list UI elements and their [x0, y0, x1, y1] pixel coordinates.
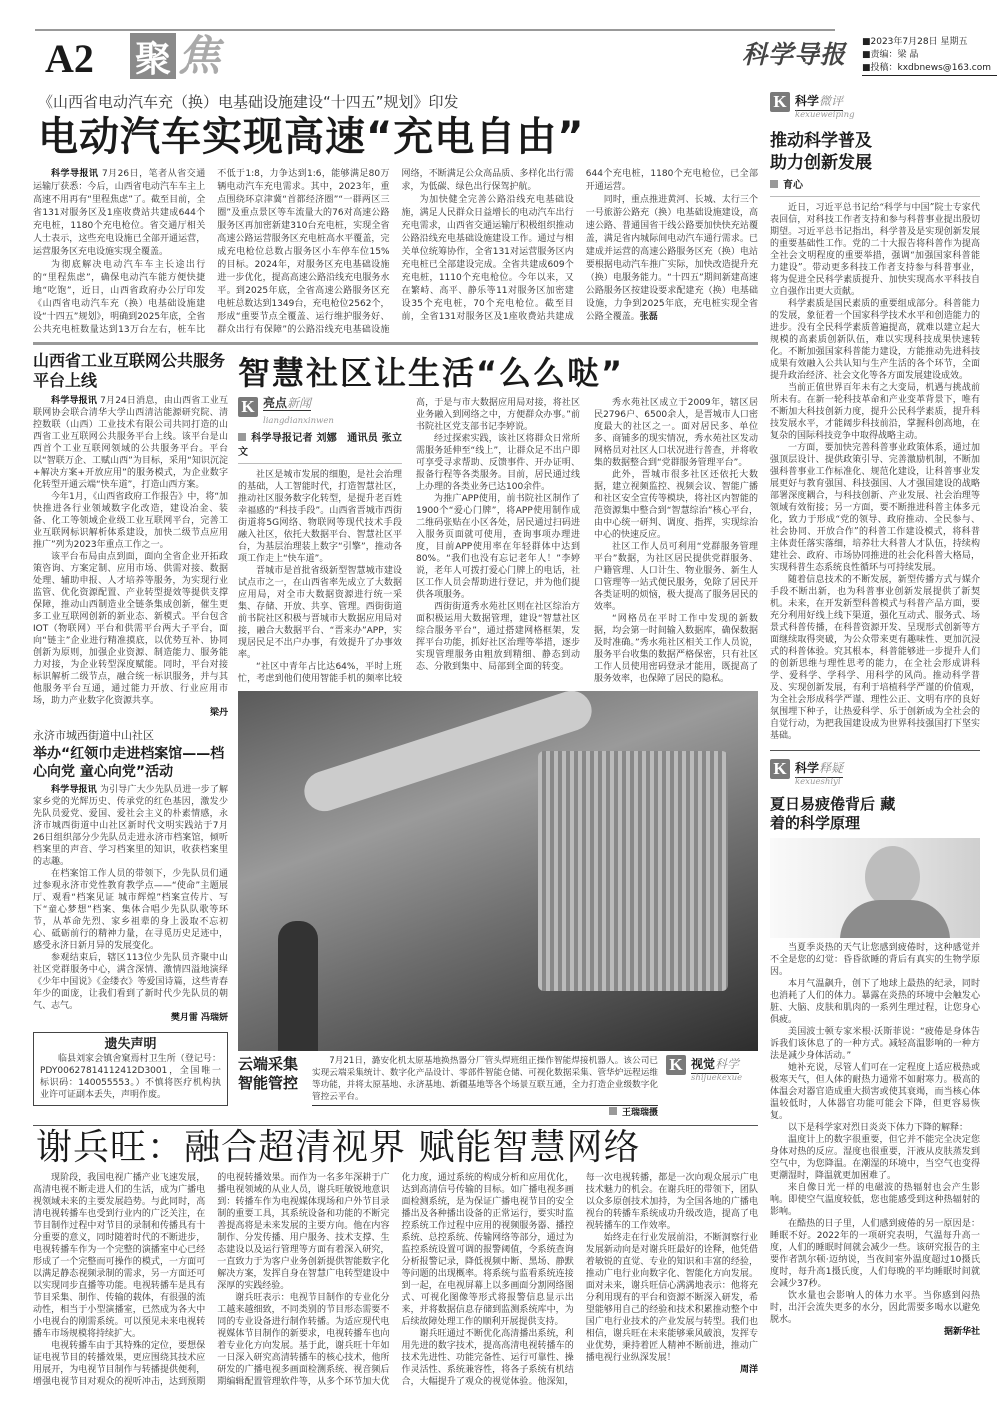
community-headline: 智慧社区让生活“么么哒” — [238, 354, 625, 392]
paragraph: 来自像日光一样的电磁波的热辐射也会产生影响。即使空气温度较低，您也能感受到这种热辐射的影响。 — [770, 1183, 980, 1217]
author: 张磊 — [639, 312, 658, 322]
section-divider — [33, 342, 758, 345]
column-pinyin: liangdianxinwen — [263, 416, 334, 426]
paragraph: 谢兵旺表示：电视节目制作的专业化分工越来越细致，不同类别的节目形态需要不同的专业设备进行制作转播。为适应现代电视媒体节目制作的新要求，电视转播车也向着专业化方向发展。基于此，谢兵旺十年如一日深入研究高清转播车的核心技术，他所研发的广播电视多画面检测系统、视音频后期编辑配置管理软件等，从多个环节加大优化力度，通过系统的构成分析和应用优化，达到高清信号传输的目标。如广播电视多画面检测系统，是为保证广播电视节目的安全播出及各种播出设备的正常运行，要实时监控系统工作过程中应用的视频服务器、播控系统、总控系统、传输网络等部分，通过为监控系统设置可调的报警阈值，令系统查询分析报警记录，降低视频中断、黑场、静默等问题的出现概率。将系统与监看系统连接到一起，在电视屏幕上以多画面分割网络图式、可视化图像等形式将报警信息显示出来，并将数据信息存储到监测系统库中，为后续故障处理工作的顺利开展提供支持。 — [217, 1173, 574, 1387]
page-layout — [33, 92, 980, 1388]
column-label: 视觉 — [691, 1057, 716, 1071]
column-logo-liangdian — [238, 397, 402, 464]
editor: ■责编：梁 晶 — [862, 50, 919, 60]
paragraph-text: 同时，重点推进黄河、长城、太行三个一号旅游公路充（换）电基础设施建设，高速公路、普通国省干线公路要加快快充站覆盖，满足省内城际间电动汽车通行需求。已建成并运营的高速公路服务区充（换）电站要根据电动汽车推广实际，加快改造提升充（换）电服务能力。“十四五”期间新建高速公路服务区按建设要求配建充（换）电基础设施，力争到2025年底，充电桩实现全省公路全覆盖。 — [585, 195, 758, 322]
paragraph: 该平台布局由点到面，面向全省企业开拓政策咨询、方案定制、应用市场、供需对接、数据处理、辅助申报、人才培养等服务，为实现行业监管、优化资源配置、产业转型提效等提供支撑保障，推动山西制造业全链条集成创新，催生更多工业互联网创新的新业态、新模式。平台包含IOT（物联网）平台和供需平台两大子平台，面向“链主”企业进行精准摸底，以优势互补、协同创新为原则，加强企业资源、制造能力、服务能力对接，为企业转型深度赋能。同时，平台对接标识解析二级节点，融合统一标识服务，并与其他服务平台互通，通过能力开放、行业应用市场，助力产业数字化资源共享。 — [33, 552, 228, 706]
page-number: A2 — [45, 36, 94, 81]
byline — [770, 179, 980, 197]
column-label-art: 科学 — [715, 1057, 740, 1071]
paragraph-text: 为引导广大少先队员进一步了解家乡党的光辉历史、传承党的红色基因，激发少先队员爱党、爱国、爱社会主义的朴素情感，永济市城西街道中山社区新时代文明实践站于7月26日组织部分少先队员走进永济市档案馆，倾听档案里的声音、学习档案里的知识，收获档案里的志趣。 — [33, 785, 228, 867]
paragraph: 始终走在行业发展前沿，不断洞察行业发展新动向是对谢兵旺最好的诠释，他凭借着敏锐的直觉、专业的知识和丰富的经验，推动广电行业向数字化、智能化方向发展。面对未来，谢兵旺信心满满地表示：他将充分利用现有的平台和资源不断深入研发，希望能够用自己的经验和技术积累推动整个中国广电行业技术的产业发展与转型。我们也相信，谢兵旺在未来能够乘风破浪，发挥专业优势，秉持着匠人精神不断前进，推动广播电视行业纵深发展！ — [585, 1233, 758, 1363]
paragraph: 电视转播车由于其特殊的定位，要想保证电视节目的转播效果，更应围绕其技术应用展开，为电视节目制作与转播提供便利，增强电视节目对观众的视听冲击，达到预期的电视转播效果。而作为一名多年深耕于广播电视领域的从业人员，谢兵旺敏锐地意识到：转播车作为电视媒体现场和户外节目录制的重要工具，其系统设备和功能的不断完善提高将是未来发展的主要方向。他在内容制作、分发传播、用户服务、技术支撑、生态建设以及运行管理等方面有着深入研究，一直致力于为客户业务创新提供智能数字化解决方案，发挥自身在智慧广电转型建设中深厚的实践经验。 — [33, 1173, 390, 1387]
dateline: 科学导报讯 — [51, 785, 97, 795]
k-logo-icon: K — [238, 397, 258, 417]
column-pinyin: kexueweiping — [795, 110, 855, 120]
yongji-article — [33, 729, 228, 1024]
commentary-article — [770, 92, 980, 742]
section-logo-char-a: 聚 — [130, 33, 176, 79]
paragraph: 西街街道秀水苑社区则在社区综治方面积极运用大数据管理，建设“智慧社区综合服务平台”，通过搭建网格框架，发挥平台功能，抓好社区治理等举措，逐步实现管理服务由粗放到精细、静态到动态、分散到集中、局部到全面的转变。 — [416, 602, 580, 672]
profile-body — [33, 1172, 758, 1388]
right-column — [770, 92, 980, 1388]
caption-block — [312, 1055, 658, 1119]
left-column — [33, 351, 228, 1119]
right-divider — [770, 750, 980, 751]
paragraph: 近日，习近平总书记给“科学与中国”院士专家代表回信，对科技工作者支持和参与科普事业提出殷切期望。习近平总书记指出，科学普及是实现创新发展的重要基础性工作。党的二十大报告将科普作为提高全社会文明程度的重要举措，强调“加强国家科普能力建设”。带动更多科技工作者支持参与科普事业，将为促进全民科学素质提升、加快实现高水平科技自立自强作出更大贡献。 — [770, 203, 980, 297]
author: 周洋 — [739, 1365, 758, 1375]
column-name — [795, 759, 843, 778]
square-bullet-icon — [609, 1107, 617, 1115]
author: 梁丹 — [209, 708, 228, 718]
lead-headline: 电动汽车实现高速“充电自由” — [38, 114, 585, 160]
paragraph: 社区工作人员可利用“党群服务管理平台”数据，为社区居民提供党群服务、户籍管理、人口计生、物业服务、新生人口管理等一站式便民服务，免除了居民开各类证明的烦恼，极大提高了服务居民的效率。 — [594, 542, 758, 612]
explainer-title: 夏日易疲倦背后 藏着的科学原理 — [770, 795, 896, 832]
heat-exchanger — [538, 751, 728, 991]
paragraph: 温度计上的数字很重要，但它并不能完全决定您身体对热的反应。湿度也很重要，汗液从皮肤蒸发到空气中，为您降温。在潮湿的环境中，当空气也变得更潮湿时，降温就更加困难了。 — [770, 1135, 980, 1181]
head-shape — [865, 846, 920, 908]
column-label: 亮点 — [263, 396, 288, 410]
main-area — [33, 92, 758, 1388]
body-shape — [840, 900, 950, 938]
paragraph: 晋城市是首批省级新型智慧城市建设试点市之一，在山西省率先成立了大数据应用局，对全市大数据资源进行统一采集、存储、开放、共享、管理。西街街道前书院社区积极与晋城市大数据应用局对接，融合大数据平台、“晋来办”APP，实现居民足不出户办事，有效提升了办事效率。 — [238, 566, 402, 660]
column-label-art: 新闻 — [287, 396, 312, 410]
paragraph: 在档案馆工作人员的带领下，少先队员们通过参观永济市党性教育教学点——“使命”主题展厅、观看“档案见证 城市辉煌”档案宣传片、写下“童心梦想”档案、集体合唱少先队队歌等环节，从革命先烈、家乡祖辈的身上汲取不忘初心、砥砺前行的精神力量，在寻觅历史足迹中，感受永济日新月异的发展变化。 — [33, 869, 228, 951]
paragraph — [586, 194, 758, 324]
paragraph: 科学素质是国民素质的重要组成部分。科普能力的发展，象征着一个国家科学技术水平和创造能力的进步。没有全民科学素质普遍提高，就难以建立起大规模的高素质创新队伍，难以实现科技成果快速转化。不断加强国家科普能力建设，方能推动先进科技成果有效融入公共认知与生产生活的各个环节，全面提升政治经济、社会文化等各方面发展建设成效。 — [770, 299, 980, 381]
paragraph: 她补充说，尽管人们可在一定程度上适应极热或极寒天气，但人体的耐热力通常不如耐寒力。极高的体温会对器官造成重大损害或使其衰竭，而当核心体温较低时，人体器官功能可能会下降，但更容易恢复。 — [770, 1063, 980, 1121]
commentary-title: 推动科学普及 助力创新发展 — [770, 131, 872, 173]
paragraph: 一方面，要加快完善科普事业政策体系，通过加强顶层设计、提供政策引导、完善激励机制，不断加强科普事业工作标准化、规范化建设，让科普事业发展更好与教育强国、科技强国、人才强国建设的战略部署深度耦合，与科技创新、产业发展、社会治理等领域有效衔接；另一方面，要不断推进科普主体多元化，致力于形成“党的领导、政府推动、全民参与、社会协同、开放合作”的科普工作建设模式，将科普主体责任落实落细，培养壮大科普人才队伍，持续构建社会、政府、市场协同推进的社会化科普大格局，实现科普生态系统良性循环与可持续发展。 — [770, 443, 980, 573]
column-label-art: 微评 — [819, 94, 844, 108]
robot-welding-photo — [238, 691, 758, 1051]
submission-email[interactable]: ■投稿：kxdbnews@163.com — [862, 62, 997, 76]
paragraph: 今年1月，《山西省政府工作报告》中，将“加快推进各行业领域数字化改造，建设冶金、装备、化工等领域企业级工业互联网平台，完善工业互联网标识解析体系建设，加快二级节点应用推广”列为2023年重点工作之一。 — [33, 492, 228, 550]
section-logo-char-b: 焦 — [178, 31, 221, 80]
center-column — [238, 351, 758, 1119]
profile-headline: 谢兵旺：融合超清视界 赋能智慧网络 — [36, 1127, 641, 1168]
photo-caption: 7月21日，潞安化机太原基地换热器分厂管头焊班组正操作智能焊接机器人。该公司已实现云端采集统计、数字化产品设计、零部件智能仓储、可视化数据采集、管华炉远程运维等功能，并将太原基地、永济基地、新疆基地等各个场景互联互通，全力打造企业级数字化管控云平台。 — [312, 1056, 658, 1102]
column-logo — [770, 92, 980, 112]
worker-figure — [278, 921, 318, 1051]
dateline: 科学导报讯 — [51, 396, 98, 406]
paragraph: 秀水苑社区成立于2009年，辖区居民2796户、6500余人，是晋城市人口密度最大的社区之一。面对居民多、单位多、商铺多的现实情况，秀水苑社区发动网格员对社区人口状况进行普查，并将收集的数据整合到“党群服务管理平台”。 — [594, 398, 758, 468]
dateline: 科学导报讯 — [51, 169, 99, 179]
article-title: 山西省工业互联网公共服务平台上线 — [33, 351, 226, 390]
paragraph: 美国波士顿专家米根·沃斯菲说：“疲倦是身体告诉我们该休息了的一种方式。减轻高温影响的一种方法是减少身体活动。” — [770, 1027, 980, 1061]
page-header — [0, 0, 1000, 92]
paragraph: 以下是科学家对烈日炎炎下体力下降的解释： — [788, 1123, 969, 1133]
paragraph: 在酷热的日子里，人们感到疲倦的另一原因是：睡眠不好。2022年的一项研究表明，气温每升高一度，人们的睡眠时间就会减少一些。该研究报告的主要作者凯尔顿·迈纳说，当夜间室外温度超过10摄氏度时，每升高1摄氏度，人们每晚的平均睡眠时间就会减少37秒。 — [770, 1219, 980, 1289]
column-name — [691, 1055, 739, 1074]
paragraph: 参观结束后，辖区113位少先队员齐聚中山社区党群服务中心，满含深情、激情四溢地演绎《少年中国说》《金缕衣》等爱国诗篇，这些青春年少的面庞，让我们看到了新时代少先队员的朝气、志气。 — [33, 953, 228, 1011]
column-name — [795, 92, 843, 111]
paragraph-text: 7月24日消息，由山西省工业互联网协会联合清华大学山西清洁能源研究院、清控数联（山西）工业技术有限公司共同打造的山西省工业互联网公共服务平台上线。该平台是山西首个工业互联网领域的公共服务平台。平台以“智联万企、工赋山西”为目标，采用“知识沉淀+解决方案+开放应用”的服务模式，为企业数字化转型开通云端“快车道”，打造山西方案。 — [33, 396, 228, 490]
paragraph: 随着信息技术的不断发展，新型传播方式与媒介手段不断出新，也为科普事业创新发展提供了新契机。未来，在开发新型科普模式与科普产品方面，要充分利用好线上线下渠道，强化互动式、服务式、场景式科普传播，在科普资源开发、呈现形式创新等方面继续取得突破，为公众带来更有趣味性、更加沉浸式的科普体验。究其根本，科普能够进一步提升人们的创新思维与理性思考的能力，在全社会形成讲科学、爱科学、学科学、用科学的风尚。推动科学普及、实现创新发展，有利于培植科学严谨的价值观，为全社会形成科学严谨、理性公正、文明有序的良好氛围埋下种子，让热爱科学、乐于创新成为全社会的自觉行动，为把我国建设成为世界科技强国打下坚实基础。 — [770, 575, 980, 741]
paragraph: 经过探索实践，该社区将群众日常所需服务延伸至“线上”，让群众足不出户即可享受寻求帮助、反馈事件、开办证明、报备行程等各类服务。目前，居民通过线上办理的各类业务已达100余件。 — [416, 434, 580, 492]
k-logo-icon: K — [770, 92, 790, 112]
commentary-body — [770, 202, 980, 742]
author: 樊月雷 冯瑞妍 — [170, 1013, 228, 1023]
paragraph — [33, 168, 205, 259]
byline-text: 科学导报记者 刘娜 通讯员 张立文 — [238, 433, 402, 458]
yawning-woman-photo — [770, 838, 980, 938]
column-label: 科学 — [795, 761, 820, 775]
k-logo-icon: K — [666, 1055, 686, 1075]
photo-credit — [312, 1105, 658, 1119]
paragraph — [33, 784, 228, 868]
paragraph: 现阶段，我国电视广播产业飞速发展，高清电视不断走进人们的生活，成为广播电视领域未来的主要发展趋势。与此同时，高清电视转播车也受到行业内的广泛关注，在节目制作过程中对节目的录制和传播具有十分重要的意义，同时随着时代的不断进步，电视转播车作为一个完整的演播室中心已经形成了一个完整而可操作的模式，一方面可以满足静态视频录制的需求，另一方面还可以实现同步直播等功能。电视转播车是具有节目采集、制作、传输的载体，有很强的流动性，相当于小型演播室，已然成为各大中小电视台的刚需系统。可以预见未来电视转播车市场规模将持续扩大。 — [33, 1173, 206, 1339]
column-pinyin: shijuekexue — [691, 1073, 743, 1083]
column-logo-shijue — [666, 1055, 758, 1083]
paragraph: “社区中青年占比达64%，平时上班忙，考虑到他们使用智能手机的频率比较高，于是与市大数据应用局对接，将社区业务融入到网络之中，方便群众办事。”前书院社区党支部书记李婷说。 — [238, 398, 580, 684]
column-logo — [666, 1055, 758, 1075]
paragraph: 此外，晋城市很多社区还依托大数据，建立视频监控、视频会议、智能广播和社区安全宣传等模块，将社区内智能的范资源集中整合到“智慧综治”核心平台，由中心统一研判、调度、指挥，实现综治中心的快速反应。 — [594, 470, 758, 540]
lead-kicker: 《山西省电动汽车充（换）电基础设施建设“十四五”规划》印发 — [38, 93, 459, 111]
middle-area — [33, 351, 758, 1119]
photo-title — [238, 1055, 304, 1093]
column-label: 科学 — [795, 94, 820, 108]
column-logo — [770, 759, 980, 779]
column-name — [263, 397, 311, 411]
article-title: 举办“红领巾走进档案馆——档心向党 童心向党”活动 — [33, 746, 225, 780]
paragraph: 当夏季炎热的天气让您感到疲倦时，这种感觉并不全是您的幻觉：昏昏欲睡的背后有真实的生物学原因。 — [770, 943, 980, 977]
header-info — [862, 36, 997, 76]
column-label-art: 释疑 — [819, 761, 844, 775]
industrial-internet-article — [33, 351, 228, 719]
k-logo-icon: K — [770, 759, 790, 779]
issue-date: ■2023年7月28日 星期五 — [862, 37, 968, 47]
column-logo — [238, 397, 402, 417]
byline-text: 育心 — [783, 180, 803, 191]
paragraph-list — [33, 1172, 758, 1388]
paragraph: 当前正值世界百年未有之大变局，机遇与挑战前所未有。在新一轮科技革命和产业变革背景下，唯有不断加大科技创新力度，提升公民科学素质，提升科技发展水平，才能阔步科技前沿，掌握科创高地，在复杂的国际科技竞争中取得战略主动。 — [770, 383, 980, 441]
section-logo — [122, 33, 232, 83]
credit-text: 王瑞瑞摄 — [621, 1108, 658, 1118]
explainer-article — [770, 759, 980, 1338]
paragraph: 本月气温飙升，创下了地球上最热的纪录，同时也消耗了人们的体力。暴露在炎热的环境中会触发心脏、大脑、皮肤和肌肉的一系列生理过程，让您身心俱疲。 — [770, 979, 980, 1025]
paragraph: 饮水量也会影响人的体力水平。当你感到闷热时，出汗会流失更多的水分，因此需要多喝水以避免脱水。 — [770, 1291, 980, 1325]
paragraph: “网格员在平时工作中发现的新数据，均会第一时间输入数据库，确保数据及时准确。”秀水苑社区相关工作人员说，服务平台收集的数据严格保密，只有社区工作人员使用密码登录才能用，既提高了服务效率，也保障了居民的隐私。 — [594, 614, 758, 684]
paragraph: 为推广APP使用，前书院社区制作了1900个“爱心门牌”，将APP使用制作成二维码张贴在小区各处，居民通过扫码进入服务页面就可使用，查询事项办理进度，目前APP使用率在年轻群体中达到80%。“我们也没有忘记老年人！”李婷说，老年人可拨打爱心门牌上的电话，社区工作人员会帮助进行登记，并为他们提供各项服务。 — [416, 494, 580, 600]
paragraph: 谢兵旺通过不断优化高清播出系统，利用先进的数字技术，提高高清电视转播车的技术先进性、功能完备性、运行可靠性、操作灵活性、系统兼容性，将各子系统有机结合，大幅提升了观众的视觉体验。他深知，每一次电视转播，都是一次向观众展示广电技术魅力的机会。在谢兵旺的带领下，团队以众多原创技术加持，为全国各地的广播电视台的转播车系统成功升级改造，提高了电视转播车的工作效率。 — [401, 1173, 758, 1387]
paragraph: 为加快健全完善公路沿线充电基础设施，满足人民群众日益增长的电动汽车出行充电需求，山西省交通运输厅积极组织推动公路沿线充电基础设施建设工作。通过与相关单位统筹协作，全省131对运营服务区内充电桩已全部建设完成。全省共建成609个充电桩，1110个充电枪位。今年以来，又在繁峙、高平、静乐等11对服务区加密建设35个充电桩，70个充电枪位。截至目前，全省131对服务区及1座收费站共建成644个充电桩，1180个充电枪位，已全部开通运营。 — [401, 169, 758, 322]
explainer-body — [770, 942, 980, 1326]
paragraph — [33, 395, 228, 491]
community-article-body — [238, 397, 758, 685]
notice-text: 临县刘家会镇舍窠焉村卫生所（登记号：PDY00627814112412D3001，全国唯一标识码：140055553。）不慎将医疗机构执业许可证副本丢失，声明作废。 — [40, 1054, 221, 1100]
paragraph: 为彻底解决电动汽车车主长途出行的“里程焦虑”，确保电动汽车能方便快捷地“吃饱”，近日，山西省政府办公厅印发《山西省电动汽车充（换）电基础设施建设“十四五”规划》，明确到2025年底，全省公共充电桩数量达到13万台左右，桩车比不低于1:8，力争达到1:6，能够满足80万辆电动汽车充电需求。其中，2023年，重点围绕环京津冀“首都经济圈”“一群两区三圈”及重点景区等车流量大的76对高速公路服务区再加密新建310台充电桩，实现全省高速公路运营服务区充电桩高水平覆盖，完成充电枪位总数占服务区小车停车位15%的目标。2024年，对服务区充电基础设施进一步优化，提高高速公路沿线充电服务水平。到2025年底，全省高速公路服务区充电桩总数达到1349台，充电枪位2562个，形成“重要节点全覆盖、运行维护服务好、群众出行有保障”的公路沿线充电基础设施网络，不断满足公众高品质、多样化出行需求，为低碳、绿色出行保驾护航。 — [33, 169, 574, 335]
article-body — [33, 784, 228, 1012]
lead-article-body — [33, 168, 758, 337]
square-bullet-icon — [238, 433, 246, 441]
column-pinyin: kexueshiyi — [795, 777, 841, 787]
lost-notice-box — [33, 1032, 228, 1106]
photo-caption-row — [238, 1055, 758, 1119]
profile-article — [33, 1126, 758, 1388]
paper-name-logo: 科学导报 — [742, 40, 847, 69]
notice-title: 遗失声明 — [104, 1037, 157, 1052]
paragraph-text: 7月26日，笔者从省交通运输厅获悉：今后，山西省电动汽车车主上高速不用再有“里程焦虑”了。截至目前，全省131对服务区及1座收费站共建成644个充电桩，1180个充电枪位。省交通厅相关人士表示，这些充电设施已全部开通运营，运营服务区充电设施实现全覆盖。 — [33, 169, 206, 257]
byline — [238, 432, 402, 464]
square-bullet-icon — [770, 180, 778, 188]
photo-title-line: 云端采集 — [238, 1055, 299, 1073]
paragraph: 社区是城市发展的细胞，是社会治理的基础，人工智能时代，打造智慧社区，推动社区服务数字化转型，是提升老百姓幸福感的“科技手段”。山西省晋城市西街街道将5G网络、物联网等现代技术手段融入社区，依托大数据平台、智慧社区平台，为基层治理装上数字“引擎”，推动各项工作走上“快车道”。 — [238, 470, 402, 564]
article-kicker: 永济市城西街道中山社区 — [33, 729, 154, 742]
photo-title-line: 智能管控 — [238, 1074, 299, 1092]
author: 据新华社 — [943, 1327, 980, 1337]
article-body — [33, 395, 228, 707]
